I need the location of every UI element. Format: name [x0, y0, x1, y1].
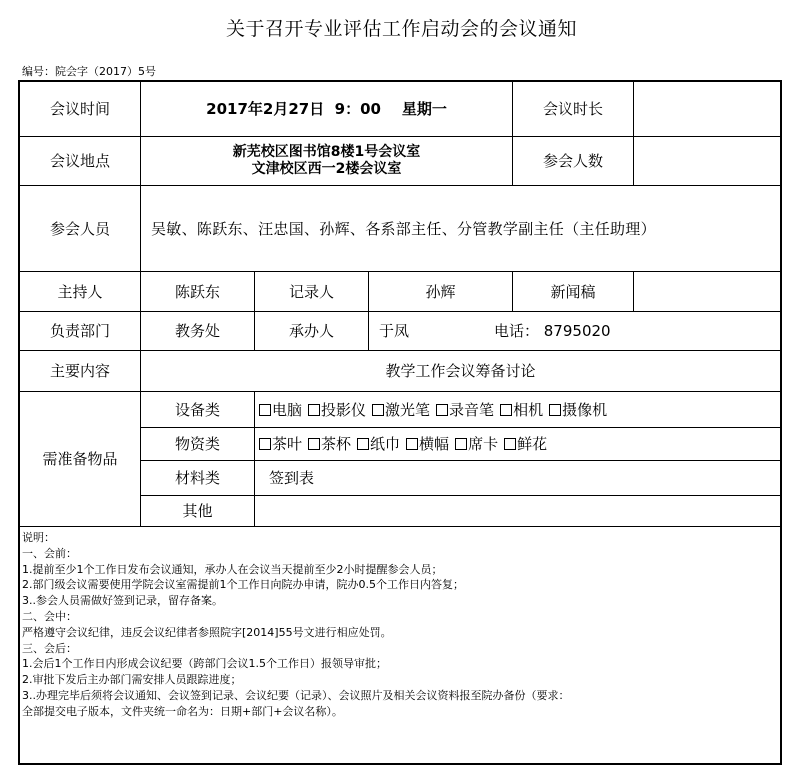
option-label: 鲜花 — [517, 435, 548, 453]
checkbox-icon[interactable] — [372, 404, 384, 416]
supplies-options — [259, 428, 779, 460]
checkbox-icon[interactable] — [308, 404, 320, 416]
meeting-time-value: 2017年2月27日 9：00 星期一 — [206, 100, 447, 118]
place-line-2: 文津校区西一2楼会议室 — [251, 161, 402, 177]
department-label: 负责部门 — [49, 322, 110, 340]
checkbox-option[interactable] — [504, 435, 547, 453]
option-label: 茶叶 — [272, 435, 303, 453]
attendees-label: 参会人员 — [49, 219, 110, 238]
checkbox-icon[interactable] — [549, 404, 561, 416]
notes-line: 三、会后： — [22, 641, 77, 655]
notes-line: 1.会后1个工作日内形成会议纪要（跨部门会议1.5个工作日）报领导审批； — [22, 657, 387, 671]
organizer-label: 承办人 — [288, 322, 334, 340]
recorder-value: 孙辉 — [425, 282, 456, 301]
attendee-count-label: 参会人数 — [542, 152, 603, 170]
materials-value: 签到表 — [269, 469, 315, 487]
main-content-label: 主要内容 — [49, 362, 110, 380]
duration-label: 会议时长 — [542, 100, 603, 118]
notes-line: 3..参会人员需做好签到记录，留存备案。 — [22, 594, 223, 608]
checkbox-option[interactable] — [549, 401, 607, 419]
news-label: 新闻稿 — [550, 282, 596, 301]
document-title: 关于召开专业评估工作启动会的会议通知 — [225, 18, 577, 40]
meeting-place-label: 会议地点 — [49, 152, 110, 170]
equipment-label: 设备类 — [174, 400, 220, 419]
checkbox-icon[interactable] — [504, 438, 516, 450]
checkbox-option[interactable] — [455, 435, 498, 453]
notes-line: 2.审批下发后主办部门需安排人员跟踪进度； — [22, 673, 242, 687]
checkbox-option[interactable] — [372, 401, 430, 419]
notes-line: 二、会中： — [22, 609, 77, 623]
checkbox-icon[interactable] — [259, 438, 271, 450]
organizer-value: 于凤 — [379, 322, 410, 340]
attendees-value: 吴敏、陈跃东、汪忠国、孙辉、各系部主任、分管教学副主任（主任助理） — [151, 219, 656, 238]
materials-label: 材料类 — [174, 469, 220, 487]
duration-value — [634, 82, 780, 136]
notes-line: 2.部门级会议需要使用学院会议室需提前1个工作日向院办申请，院办0.5个工作日内答复； — [22, 578, 464, 592]
option-label: 电脑 — [272, 400, 303, 419]
main-content-value: 教学工作会议筹备讨论 — [385, 362, 536, 380]
checkbox-option[interactable] — [308, 435, 351, 453]
option-label: 席卡 — [468, 435, 499, 453]
checkbox-option[interactable] — [259, 401, 302, 419]
supplies-label: 物资类 — [174, 435, 220, 453]
notes-line: 严格遵守会议纪律，违反会议纪律者参照院字[2014]55号文进行相应处罚。 — [22, 625, 392, 639]
other-value — [269, 496, 569, 526]
option-label: 激光笔 — [385, 400, 431, 419]
col-line — [254, 391, 255, 526]
checkbox-option[interactable] — [406, 435, 449, 453]
row-line — [18, 526, 782, 527]
option-label: 投影仪 — [321, 400, 367, 419]
checkbox-icon[interactable] — [436, 404, 448, 416]
option-label: 摄像机 — [562, 400, 608, 419]
notes-line: 一、会前： — [22, 546, 77, 560]
host-value: 陈跃东 — [174, 282, 220, 301]
checkbox-icon[interactable] — [455, 438, 467, 450]
attendee-count-value — [634, 137, 780, 185]
place-line-1: 新芜校区图书馆8楼1号会议室 — [232, 144, 421, 161]
option-label: 录音笔 — [449, 400, 495, 419]
notes-section — [22, 530, 782, 720]
table-border-bottom — [18, 763, 782, 765]
checkbox-option[interactable] — [500, 401, 543, 419]
news-value — [634, 272, 780, 311]
checkbox-option[interactable] — [308, 401, 366, 419]
checkbox-icon[interactable] — [259, 404, 271, 416]
checkbox-icon[interactable] — [308, 438, 320, 450]
checkbox-icon[interactable] — [500, 404, 512, 416]
meeting-time-label: 会议时间 — [49, 100, 110, 118]
checkbox-icon[interactable] — [357, 438, 369, 450]
notes-line: 1.提前至少1个工作日发布会议通知，承办人在会议当天提前至少2小时提醒参会人员； — [22, 562, 443, 576]
notes-line: 全部提交电子版本，文件夹统一命名为：日期+部门+会议名称）。 — [22, 704, 343, 718]
other-label: 其他 — [182, 502, 213, 520]
option-label: 相机 — [513, 400, 544, 419]
checkbox-option[interactable] — [259, 435, 302, 453]
option-label: 纸巾 — [370, 435, 401, 453]
document-number: 编号：院会字（2017）5号 — [22, 65, 156, 78]
phone-value: 电话： 8795020 — [494, 322, 611, 340]
option-label: 横幅 — [419, 435, 450, 453]
checkbox-option[interactable] — [436, 401, 494, 419]
equipment-options — [259, 392, 779, 427]
notes-line: 3..办理完毕后须将会议通知、会议签到记录、会议纪要（记录）、会议照片及相关会议资料报至院办备份（要求： — [22, 688, 570, 702]
checkbox-option[interactable] — [357, 435, 400, 453]
host-label: 主持人 — [57, 282, 103, 301]
department-value: 教务处 — [174, 322, 220, 340]
notes-heading: 说明： — [22, 531, 55, 544]
option-label: 茶杯 — [321, 435, 352, 453]
meeting-place-value — [141, 137, 512, 185]
checkbox-icon[interactable] — [406, 438, 418, 450]
prep-items-label: 需准备物品 — [42, 450, 118, 468]
recorder-label: 记录人 — [288, 282, 334, 301]
